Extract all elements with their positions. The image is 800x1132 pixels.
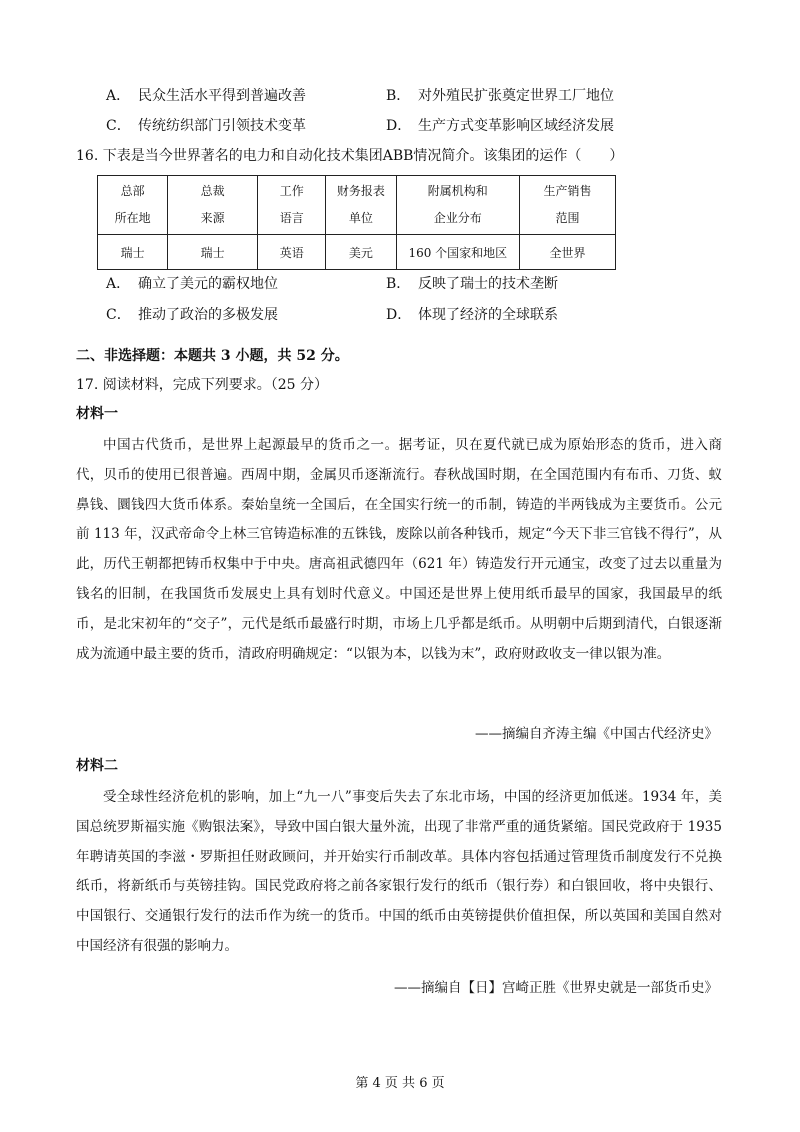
table-header-cell: 生产销售 范围 — [520, 176, 616, 235]
material-1-source: ——摘编自齐涛主编《中国古代经济史》 — [475, 726, 718, 742]
table-header-row — [98, 176, 616, 235]
table-header-cell: 附属机构和 企业分布 — [396, 176, 520, 235]
material-1-text: 中国古代货币，是世界上起源最早的货币之一。据考证，贝在夏代就已成为原始形态的货币，进入商代，贝币的使用已很普遍。西周中期，金属贝币逐渐流行。春秋战国时期，在全国范围内有布币、刀货、蚁鼻钱、圜钱四大货币体系。秦始皇统一全国后，在全国实行统一的币制，铸造的半两钱成为主要货币。公元前 113 年，汉武帝命令上林三官铸造标准的五铢钱，废除以前各种钱币，规定“今天下非三官钱不得行”，从此，历代王朝都把铸币权集中于中央。唐高祖武德四年（621 年）铸造发行开元通宝，改变了过去以重量为钱名的旧制，在我国货币发展史上具有划时代意义。中国还是世界上使用纸币最早的国家，我国最早的纸币，是北宋初年的“交子”，元代是纸币最盛行时期，市场上几乎都是纸币。从明朝中后期到清代，白银逐渐成为流通中最主要的货币，清政府明确规定：“以银为本，以钱为末”，政府财政收支一律以银为准。 — [76, 437, 722, 662]
q15-options-row-2 — [0, 114, 800, 138]
table-row — [98, 235, 616, 270]
q15-option-c[interactable]: C． 传统纺织部门引领技术变革 — [106, 118, 306, 134]
abb-info-table — [97, 175, 616, 270]
table-cell: 瑞士 — [98, 235, 168, 270]
table-header-cell: 工作 语言 — [258, 176, 326, 235]
material-2-text: 受全球性经济危机的影响，加上“九一八”事变后失去了东北市场，中国的经济更加低迷。1934 年，美国总统罗斯福实施《购银法案》，导致中国白银大量外流，出现了非常严重的通货紧缩。国民党政府于 1935 年聘请英国的李滋・罗斯担任财政顾问，并开始实行币制改革。具体内容包括通过管理货币制度发行不兑换纸币，将新纸币与英镑挂钩。国民党政府将之前各家银行发行的纸币（银行券）和白银回收，将中央银行、中国银行、交通银行发行的法币作为统一的货币。中国的纸币由英镑提供价值担保，所以英国和美国自然对中国经济有很强的影响力。 — [76, 789, 722, 954]
q16-options-row-1 — [0, 272, 800, 296]
page-footer: 第 4 页 共 6 页 — [355, 1076, 445, 1091]
table-cell: 全世界 — [520, 235, 616, 270]
q15-option-b[interactable]: B． 对外殖民扩张奠定世界工厂地位 — [386, 88, 614, 104]
table-cell: 瑞士 — [168, 235, 258, 270]
q15-option-d[interactable]: D． 生产方式变革影响区域经济发展 — [386, 118, 614, 134]
table-cell: 美元 — [326, 235, 396, 270]
material-2-title: 材料二 — [76, 758, 118, 774]
table-header-cell: 总部 所在地 — [98, 176, 168, 235]
q16-option-b[interactable]: B． 反映了瑞士的技术垄断 — [386, 276, 558, 292]
q16-stem: 16. 下表是当今世界著名的电力和自动化技术集团ABB情况简介。该集团的运作（ ） — [76, 148, 624, 164]
table-header-cell: 财务报表 单位 — [326, 176, 396, 235]
q15-option-a[interactable]: A． 民众生活水平得到普遍改善 — [106, 88, 306, 104]
section-heading: 二、非选择题：本题共 3 小题，共 52 分。 — [76, 348, 349, 364]
q16-option-d[interactable]: D． 体现了经济的全球联系 — [386, 307, 558, 323]
q15-options-row-1 — [0, 84, 800, 108]
material-1-title: 材料一 — [76, 406, 118, 422]
material-2-source: ——摘编自【日】宫崎正胜《世界史就是一部货币史》 — [394, 980, 718, 996]
q16-option-a[interactable]: A． 确立了美元的霸权地位 — [106, 276, 278, 292]
q16-option-c[interactable]: C． 推动了政治的多极发展 — [106, 307, 278, 323]
table-cell: 160 个国家和地区 — [396, 235, 520, 270]
table-cell: 英语 — [258, 235, 326, 270]
table-header-cell: 总裁 来源 — [168, 176, 258, 235]
q16-options-row-2 — [0, 303, 800, 327]
q17-stem: 17. 阅读材料，完成下列要求。（25 分） — [76, 377, 328, 393]
